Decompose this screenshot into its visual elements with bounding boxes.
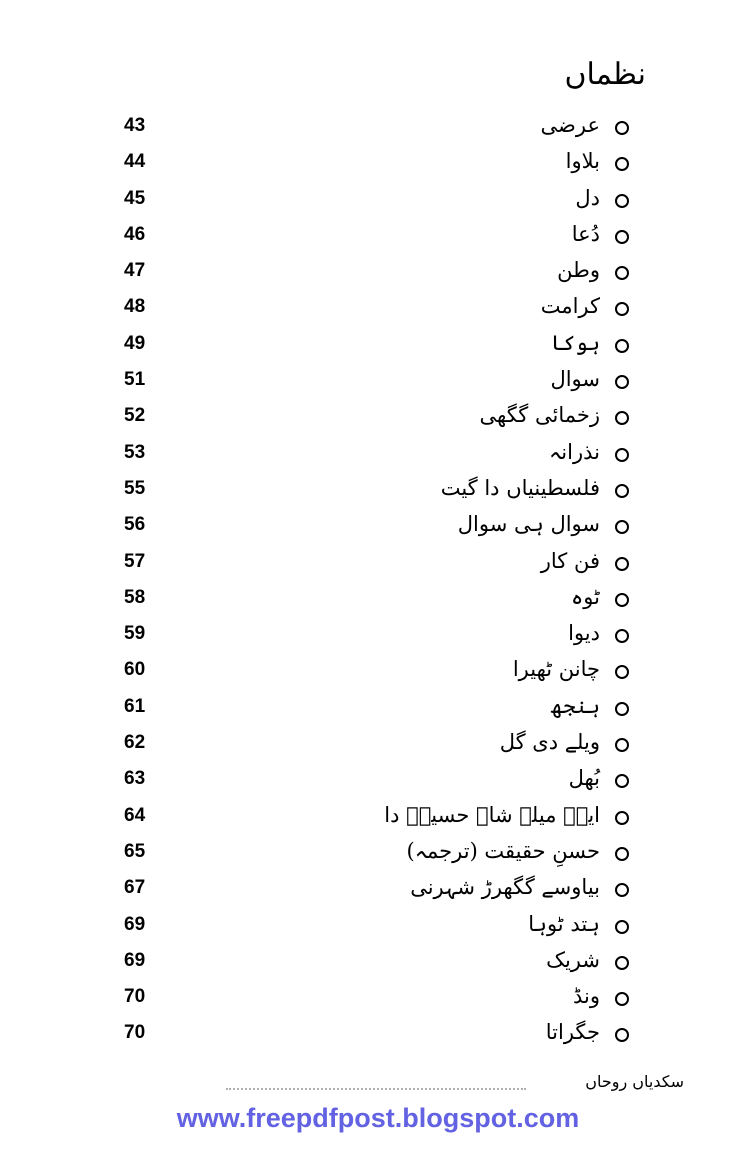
watermark-url: www.freepdfpost.blogspot.com: [176, 1103, 580, 1133]
toc-entry: [0, 181, 756, 217]
circle-bullet-icon: [615, 883, 629, 897]
toc-title: عرضی: [540, 113, 600, 137]
toc-title: شریک: [546, 947, 600, 972]
toc-title: بُھل: [568, 766, 600, 791]
toc-entry: [0, 652, 756, 688]
circle-bullet-icon: [615, 266, 629, 280]
toc-entry: [0, 253, 756, 289]
toc-entry: [0, 471, 756, 507]
toc-page-number: 64: [124, 804, 146, 826]
toc-entry: [0, 507, 756, 543]
circle-bullet-icon: [615, 230, 629, 244]
toc-page-number: 49: [124, 332, 146, 354]
toc-page-number: 70: [124, 1022, 146, 1044]
toc-entry: [0, 289, 756, 325]
toc-entry: [0, 725, 756, 761]
toc-title: ایہہ میلہ شاہ حسینؒ دا: [384, 802, 600, 827]
footer-book-title: سکدیاں روحاں: [585, 1072, 684, 1091]
toc-entry: [0, 398, 756, 434]
circle-bullet-icon: [615, 1028, 629, 1042]
circle-bullet-icon: [615, 774, 629, 788]
toc-entry: [0, 144, 756, 180]
toc-page-number: 46: [124, 223, 146, 245]
table-of-contents: [0, 108, 756, 1052]
toc-title: وطن: [557, 258, 600, 283]
toc-page-number: 47: [124, 260, 146, 282]
toc-title: بلاوا: [565, 149, 600, 174]
circle-bullet-icon: [615, 738, 629, 752]
toc-title: فلسطینیاں دا گیت: [440, 475, 600, 500]
toc-title: ہنجھ: [550, 693, 600, 718]
circle-bullet-icon: [615, 339, 629, 353]
toc-entry: [0, 1015, 756, 1051]
toc-entry: [0, 689, 756, 725]
circle-bullet-icon: [615, 920, 629, 934]
toc-title: سوال: [550, 367, 600, 392]
toc-entry: [0, 326, 756, 362]
circle-bullet-icon: [615, 992, 629, 1006]
toc-page-number: 57: [124, 550, 146, 572]
circle-bullet-icon: [615, 956, 629, 970]
circle-bullet-icon: [615, 411, 629, 425]
toc-entry: [0, 580, 756, 616]
toc-page-number: 45: [124, 187, 146, 209]
toc-title: دُعا: [571, 221, 600, 246]
toc-title: نذرانہ: [549, 439, 600, 464]
toc-page-number: 60: [124, 659, 146, 681]
toc-entry: [0, 943, 756, 979]
toc-page-number: 63: [124, 768, 146, 790]
toc-page-number: 67: [124, 877, 146, 899]
toc-page-number: 56: [124, 514, 146, 536]
toc-title: ہتد ٹوہا: [528, 911, 600, 936]
toc-page-number: 69: [124, 949, 146, 971]
toc-page-number: 51: [124, 369, 146, 391]
toc-title: ویلے دی گل: [499, 730, 600, 755]
toc-page-number: 70: [124, 986, 146, 1008]
circle-bullet-icon: [615, 375, 629, 389]
circle-bullet-icon: [615, 593, 629, 607]
toc-entry: [0, 544, 756, 580]
toc-entry: [0, 616, 756, 652]
toc-entry: [0, 834, 756, 870]
toc-page-number: 53: [124, 441, 146, 463]
toc-entry: [0, 435, 756, 471]
toc-title: ہوکا: [550, 330, 600, 355]
toc-page-number: 43: [124, 115, 146, 136]
toc-entry: [0, 907, 756, 943]
circle-bullet-icon: [615, 847, 629, 861]
toc-entry: [0, 108, 756, 144]
circle-bullet-icon: [615, 557, 629, 571]
toc-page-number: 69: [124, 913, 146, 935]
toc-title: جگراتا: [545, 1020, 600, 1045]
circle-bullet-icon: [615, 157, 629, 171]
toc-title: چانن ٹھیرا: [512, 657, 600, 682]
circle-bullet-icon: [615, 302, 629, 316]
footer-divider: [226, 1088, 526, 1090]
toc-title: دل: [575, 185, 600, 210]
toc-title: دیوا: [568, 621, 600, 646]
toc-title: کرامت: [540, 294, 600, 319]
toc-title: حسنِ حقیقت (ترجمہ): [406, 838, 600, 863]
toc-page-number: 48: [124, 296, 146, 318]
circle-bullet-icon: [615, 121, 629, 135]
circle-bullet-icon: [615, 702, 629, 716]
toc-entry: [0, 798, 756, 834]
circle-bullet-icon: [615, 484, 629, 498]
toc-page-number: 62: [124, 732, 146, 754]
toc-page-number: 55: [124, 477, 146, 499]
toc-entry: [0, 979, 756, 1015]
toc-title: فن کار: [540, 548, 600, 573]
circle-bullet-icon: [615, 520, 629, 534]
toc-entry: [0, 761, 756, 797]
toc-entry: [0, 217, 756, 253]
toc-title: ٹوہ: [571, 584, 600, 609]
toc-title: ونڈ: [572, 984, 600, 1009]
toc-title: بیاوسے گگھرڑ شہرنی: [410, 875, 600, 900]
toc-page-number: 59: [124, 623, 146, 645]
circle-bullet-icon: [615, 448, 629, 462]
toc-page-number: 61: [124, 695, 146, 717]
toc-page-number: 52: [124, 405, 146, 427]
circle-bullet-icon: [615, 629, 629, 643]
toc-page-number: 44: [124, 151, 146, 173]
toc-entry: [0, 362, 756, 398]
page-heading: نظماں: [564, 57, 646, 92]
circle-bullet-icon: [615, 194, 629, 208]
toc-title: زخمائی گگھی: [479, 403, 600, 428]
toc-entry: [0, 870, 756, 906]
toc-title: سوال ہی سوال: [457, 512, 600, 537]
toc-page-number: 65: [124, 840, 146, 862]
circle-bullet-icon: [615, 811, 629, 825]
toc-page-number: 58: [124, 586, 146, 608]
circle-bullet-icon: [615, 665, 629, 679]
